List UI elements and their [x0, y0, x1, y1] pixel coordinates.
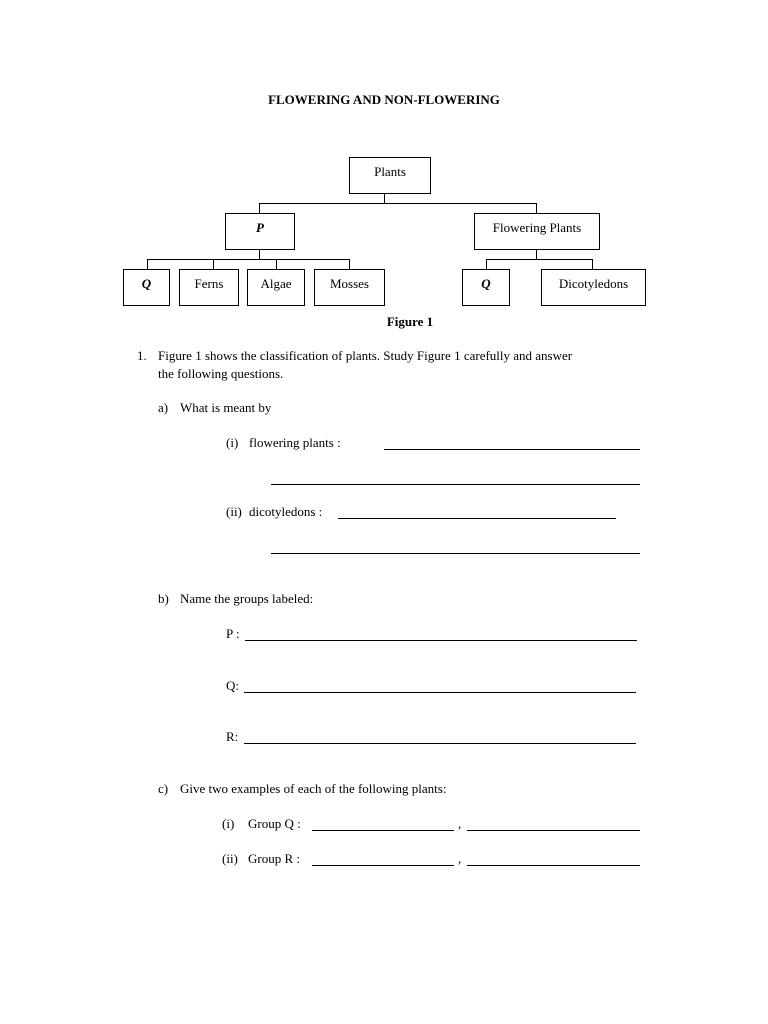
answer-line-a-ii-1[interactable] [338, 518, 616, 519]
node-label: Mosses [329, 276, 369, 291]
part-a-ii-num: (ii) [226, 504, 242, 519]
part-b-label: b) [158, 591, 169, 606]
part-b-r-label: R: [226, 729, 239, 744]
node-p [225, 213, 295, 250]
connector [147, 259, 350, 260]
question-intro-line2: the following questions. [158, 366, 284, 381]
node-plants [349, 157, 431, 194]
part-a-label: a) [158, 400, 169, 415]
node-label: Q [141, 276, 152, 291]
node-flowering-plants-label: Flowering Plants [492, 220, 582, 235]
answer-line-c-ii-1[interactable] [312, 865, 454, 866]
answer-line-c-i-2[interactable] [467, 830, 640, 831]
part-a-i-num: (i) [226, 435, 239, 450]
node-algae [247, 269, 305, 306]
answer-line-b-q[interactable] [244, 692, 636, 693]
answer-line-a-i-1[interactable] [384, 449, 640, 450]
answer-line-b-p[interactable] [245, 640, 637, 641]
node-dicotyledons [541, 269, 646, 306]
node-label: Dicotyledons [558, 276, 629, 291]
part-c-text: Give two examples of each of the following plants: [180, 781, 447, 796]
node-mosses [314, 269, 385, 306]
part-b-p-label: P : [226, 626, 240, 641]
node-q-left [123, 269, 170, 306]
separator-comma: , [458, 851, 462, 866]
node-label: Ferns [194, 276, 224, 291]
connector [259, 203, 537, 204]
part-c-i-text: Group Q : [248, 816, 301, 831]
node-label: Algae [260, 276, 292, 291]
part-b-q-label: Q: [226, 678, 239, 693]
part-a-ii-text: dicotyledons : [249, 504, 323, 519]
answer-line-c-i-1[interactable] [312, 830, 454, 831]
part-c-i-num: (i) [222, 816, 235, 831]
part-c-ii-text: Group R : [248, 851, 300, 866]
connector [486, 259, 593, 260]
part-b-text: Name the groups labeled: [180, 591, 314, 606]
node-label: Q [481, 276, 491, 291]
part-c-label: c) [158, 781, 169, 796]
part-c-ii-num: (ii) [222, 851, 238, 866]
answer-line-c-ii-2[interactable] [467, 865, 640, 866]
node-p-label: P [256, 220, 264, 235]
part-a-i-text: flowering plants : [249, 435, 341, 450]
part-a-text: What is meant by [180, 400, 272, 415]
page-title: FLOWERING AND NON-FLOWERING [268, 92, 500, 107]
answer-line-a-i-2[interactable] [271, 484, 640, 485]
answer-line-b-r[interactable] [244, 743, 636, 744]
node-q-right [462, 269, 510, 306]
separator-comma: , [458, 816, 462, 831]
answer-line-a-ii-2[interactable] [271, 553, 640, 554]
figure-caption: Figure 1 [386, 314, 434, 329]
node-plants-label: Plants [374, 164, 406, 179]
question-number: 1. [137, 348, 147, 363]
question-intro-line1: Figure 1 shows the classification of plants. Study Figure 1 carefully and answer [158, 348, 573, 363]
node-ferns [179, 269, 239, 306]
node-flowering-plants [474, 213, 600, 250]
